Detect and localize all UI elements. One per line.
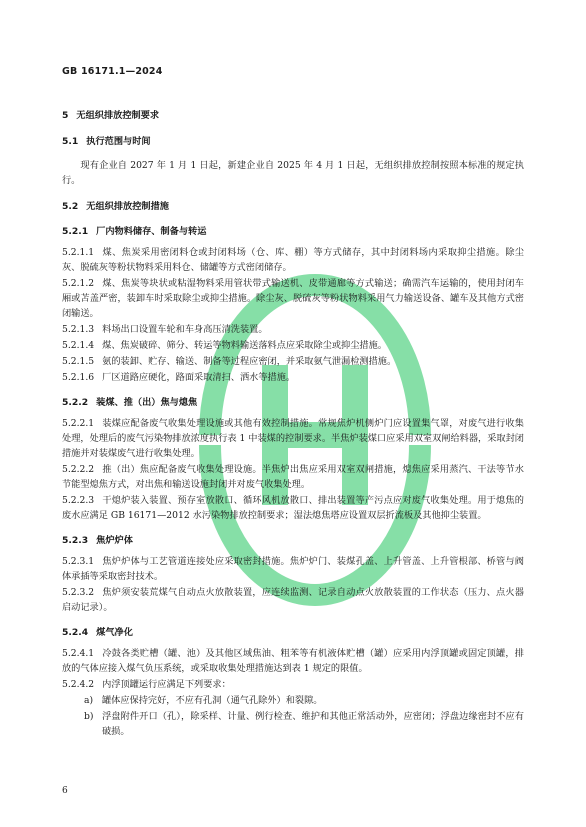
standard-code: GB 16171.1—2024 [62,66,163,77]
clause: 5.2.4.2 内浮顶罐运行应满足下列要求： [62,679,231,690]
clause: 5.2.3.1 焦炉炉体与工艺管道连接处应采取密封措施。焦炉炉门、装煤孔盖、上升管盖、上升管根部、桥管与阀体承插等采取密封技术。 [62,556,524,582]
clause: 5.2.2.3 干熄炉装入装置、预存室放散口、循环风机放散口、排出装置等产污点应对废气收集处理。用于熄焦的废水应满足 GB 16171—2012 水污染物排放控制要求；湿法熄焦塔应设置双层折流板及其他抑尘装置。 [62,495,524,521]
clause: 5.2.1.2 煤、焦炭等块状或粘湿物料采用管状带式输送机、皮带通廊等方式输送；确需汽车运输的，使用封闭车厢或苫盖严密，装卸车时采取除尘或抑尘措施。除尘灰、脱硫灰等粉状物料采用气力输送设备、罐车及其他方式密闭输送。 [62,278,524,319]
section-5-2-1-heading: 5.2.1 厂内物料储存、制备与转运 [62,226,207,237]
clause: 5.2.1.4 煤、焦炭破碎、筛分、转运等物料输送落料点应采取除尘或抑尘措施。 [62,340,387,351]
section-5-2-4-heading: 5.2.4 煤气净化 [62,627,133,638]
clause: 5.2.2.1 装煤应配备废气收集处理设施或其他有效控制措施。常规焦炉机侧炉门应设置集气罩，对废气进行收集处理，处理后的废气污染物排放浓度执行表 1 中装煤的控制要求。半焦炉装煤口应采用双室双闸给料器，采取封闭措施并对装煤废气进行收集处理。 [62,418,524,459]
list-item: b) 浮盘附件开口（孔），除采样、计量、例行检查、维护和其他正常活动外，应密闭；浮盘边缘密封不应有破损。 [84,711,524,737]
list-item: a) 罐体应保持完好，不应有孔洞（通气孔除外）和裂隙。 [84,695,323,706]
clause: 5.2.1.1 煤、焦炭采用密闭料仓或封闭料场（仓、库、棚）等方式储存，其中封闭料场内采取抑尘措施。除尘灰、脱硫灰等粉状物料采用料仓、储罐等方式密闭储存。 [62,247,524,273]
clause: 5.2.2.2 推（出）焦应配备废气收集处理设施。半焦炉出焦应采用双室双闸措施，熄焦应采用蒸汽、干法等节水节能型熄焦方式，对出焦和输送设施封闭并对废气收集处理。 [62,464,524,490]
section-5-2-heading: 5.2 无组织排放控制措施 [62,201,169,212]
clause: 5.2.4.1 冷鼓各类贮槽（罐、池）及其他区域焦油、粗苯等有机液体贮槽（罐）应采用内浮顶罐或固定顶罐，排放的气体应接入煤气负压系统，或采取收集处理措施达到表 1 规定的限值。 [62,648,524,674]
clause: 5.2.1.3 料场出口设置车轮和车身高压清洗装置。 [62,324,268,335]
section-5-1-text: 现有企业自 2027 年 1 月 1 日起，新建企业自 2025 年 4 月 1 日起，无组织排放控制按照本标准的规定执行。 [62,160,524,186]
clause: 5.2.3.2 焦炉须安装荒煤气自动点火放散装置，应连续监测、记录自动点火放散装置的工作状态（压力、点火器启动记录）。 [62,587,524,613]
section-5-2-2-heading: 5.2.2 装煤、推（出）焦与熄焦 [62,397,198,408]
clause: 5.2.1.5 氨的装卸、贮存、输送、制备等过程应密闭，并采取氨气泄漏检测措施。 [62,356,397,367]
page-number: 6 [62,786,68,796]
section-5-1-heading: 5.1 执行范围与时间 [62,136,151,147]
section-5-heading: 5 无组织排放控制要求 [62,110,160,121]
section-5-2-3-heading: 5.2.3 焦炉炉体 [62,535,133,546]
document-body [62,108,524,740]
clause: 5.2.1.6 厂区道路应硬化，路面采取清扫、洒水等措施。 [62,372,296,383]
